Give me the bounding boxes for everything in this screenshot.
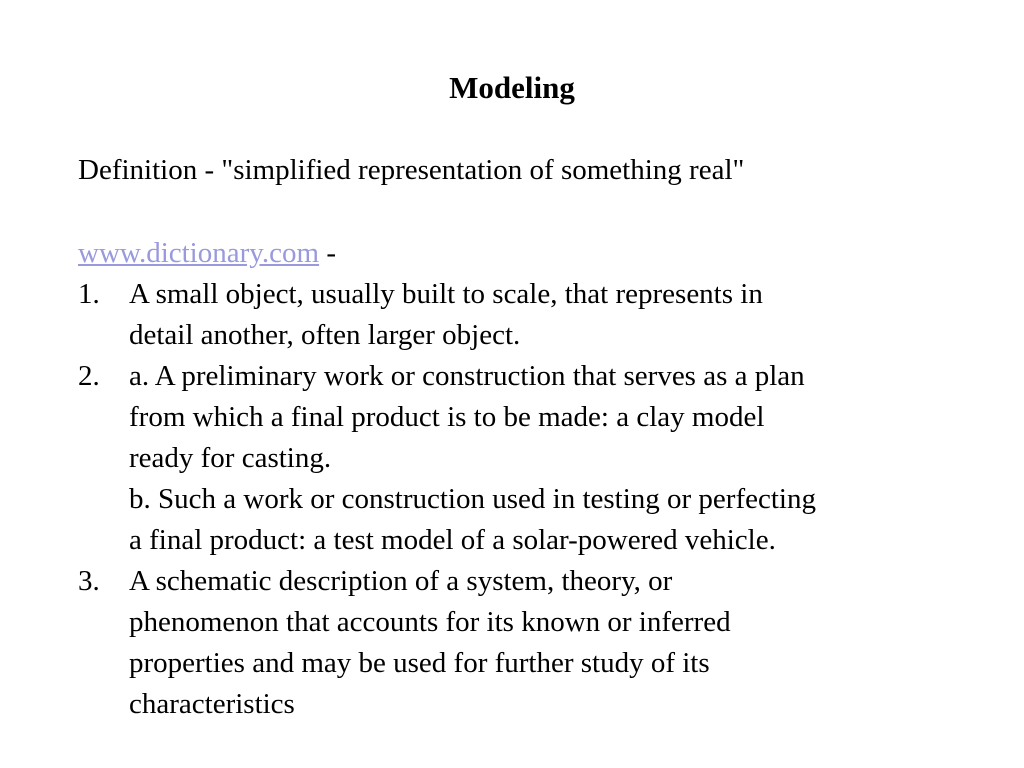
definition-text: Definition - "simplified representation of something real"	[78, 154, 745, 186]
definition-list	[78, 274, 958, 725]
definition-number: 1.	[78, 278, 100, 310]
definition-item-3	[78, 561, 958, 725]
source-line	[78, 233, 336, 274]
definition-line: A small object, usually built to scale, that represents in	[129, 278, 763, 310]
definition-item-1	[78, 274, 958, 356]
definition-line: A schematic description of a system, theory, or	[129, 565, 673, 597]
slide-title: Modeling	[449, 70, 575, 105]
definition-line: ready for casting.	[129, 442, 332, 474]
definition-line: characteristics	[129, 688, 295, 720]
definition-line: a final product: a test model of a solar-powered vehicle.	[129, 524, 776, 556]
definition-line: properties and may be used for further study of its	[129, 647, 710, 679]
definition-line: a. A preliminary work or construction that serves as a plan	[129, 360, 805, 392]
definition-line: b. Such a work or construction used in testing or perfecting	[129, 483, 816, 515]
definition-line: phenomenon that accounts for its known or inferred	[129, 606, 731, 638]
definition-number: 3.	[78, 565, 100, 597]
definition-item-2	[78, 356, 958, 561]
dictionary-link[interactable]: www.dictionary.com	[78, 237, 320, 269]
definition-line: from which a final product is to be made: a clay model	[129, 401, 765, 433]
definition-line: detail another, often larger object.	[129, 319, 521, 351]
definition-number: 2.	[78, 360, 100, 392]
source-dash: -	[319, 237, 336, 269]
